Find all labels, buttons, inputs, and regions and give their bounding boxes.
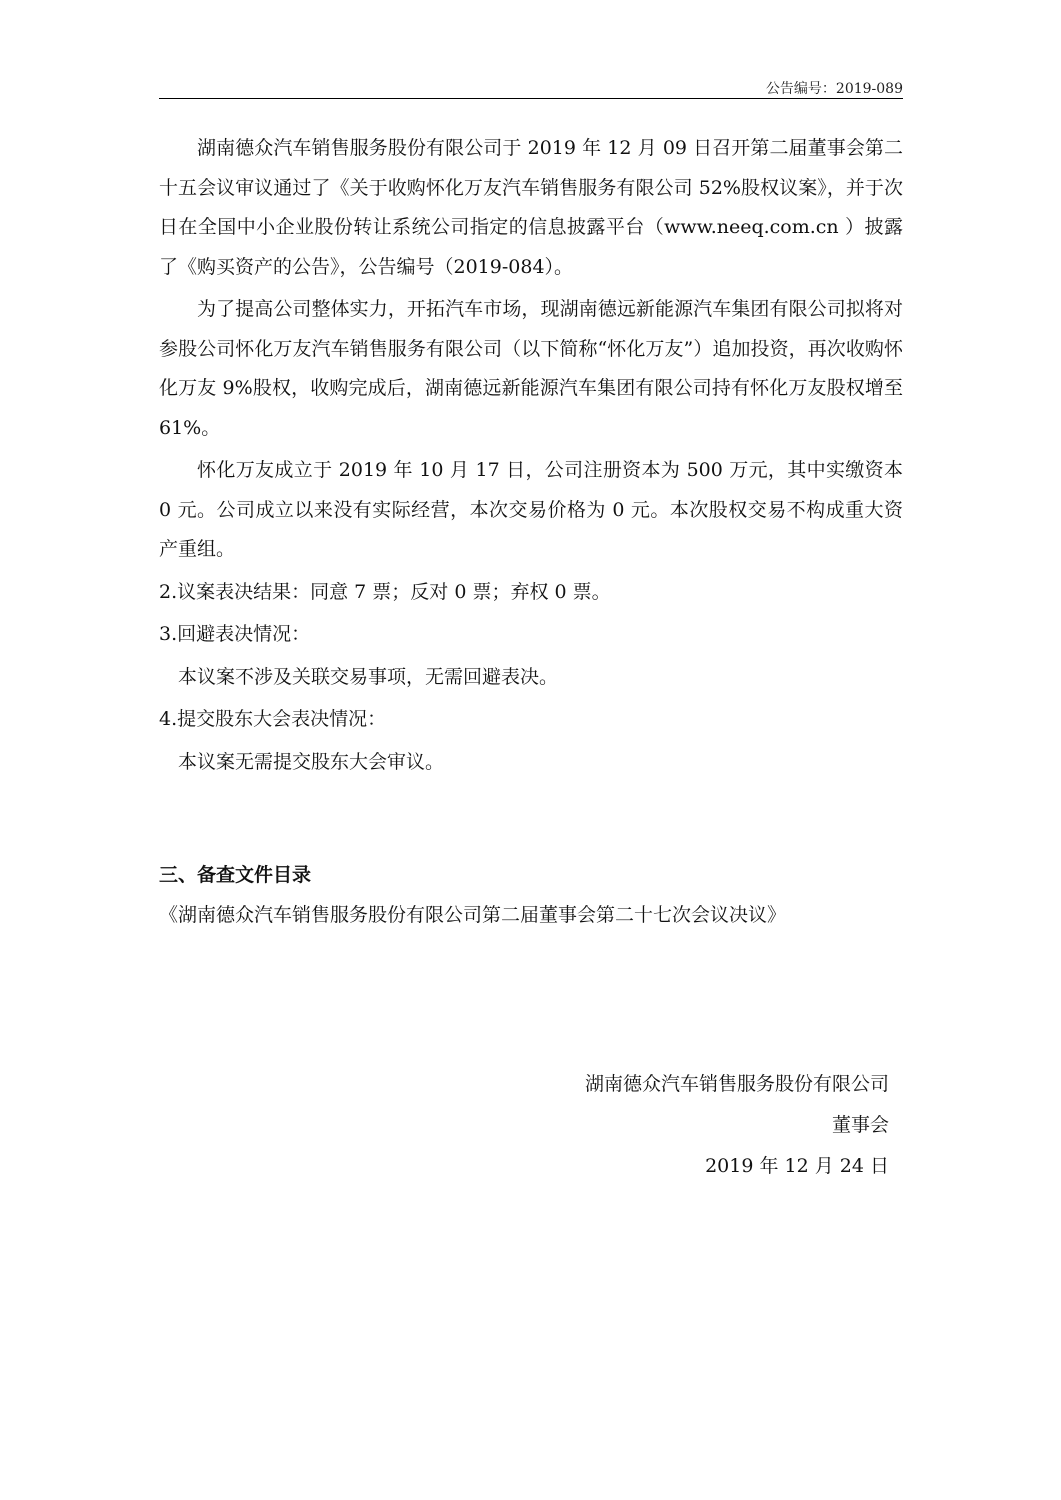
reference-document-item: 《湖南德众汽车销售服务股份有限公司第二届董事会第二十七次会议决议》 [159,904,787,926]
signature-company: 湖南德众汽车销售服务股份有限公司 [584,1073,889,1095]
reference-documents-section [159,855,903,935]
paragraph-background: 湖南德众汽车销售服务股份有限公司于 2019 年 12 月 09 日召开第二届董事会第二十五会议审议通过了《关于收购怀化万友汽车销售服务有限公司 52%股权议案》，并于次日在全国中小企业股份转让系统公司指定的信息披露平台（www.neeq.com.cn ）披露了《购买资产的公告》，公告编号（2019-084）。 [159,137,903,278]
header-divider [159,98,903,99]
paragraph-company-info: 怀化万友成立于 2019 年 10 月 17 日，公司注册资本为 500 万元，其中实缴资本 0 元。公司成立以来没有实际经营，本次交易价格为 0 元。本次股权交易不构成重大资产重组。 [159,459,903,560]
signature-board: 董事会 [831,1114,889,1136]
recusal-heading: 3.回避表决情况： [159,623,311,645]
paragraph-investment: 为了提高公司整体实力，开拓汽车市场，现湖南德远新能源汽车集团有限公司拟将对参股公司怀化万友汽车销售服务有限公司（以下简称“怀化万友”）追加投资，再次收购怀化万友 9%股权，收购完成后，湖南德远新能源汽车集团有限公司持有怀化万友股权增至 61%。 [159,298,903,439]
recusal-text: 本议案不涉及关联交易事项，无需回避表决。 [178,665,559,688]
announcement-number: 公告编号：2019-089 [765,81,903,97]
signature-block [459,1064,889,1187]
shareholder-meeting-heading: 4.提交股东大会表决情况： [159,708,387,730]
signature-date: 2019 年 12 月 24 日 [705,1155,889,1177]
vote-result: 2.议案表决结果：同意 7 票；反对 0 票；弃权 0 票。 [159,580,611,603]
section-title: 三、备查文件目录 [159,864,312,886]
shareholder-meeting-text: 本议案无需提交股东大会审议。 [178,750,445,773]
document-body [159,129,903,782]
